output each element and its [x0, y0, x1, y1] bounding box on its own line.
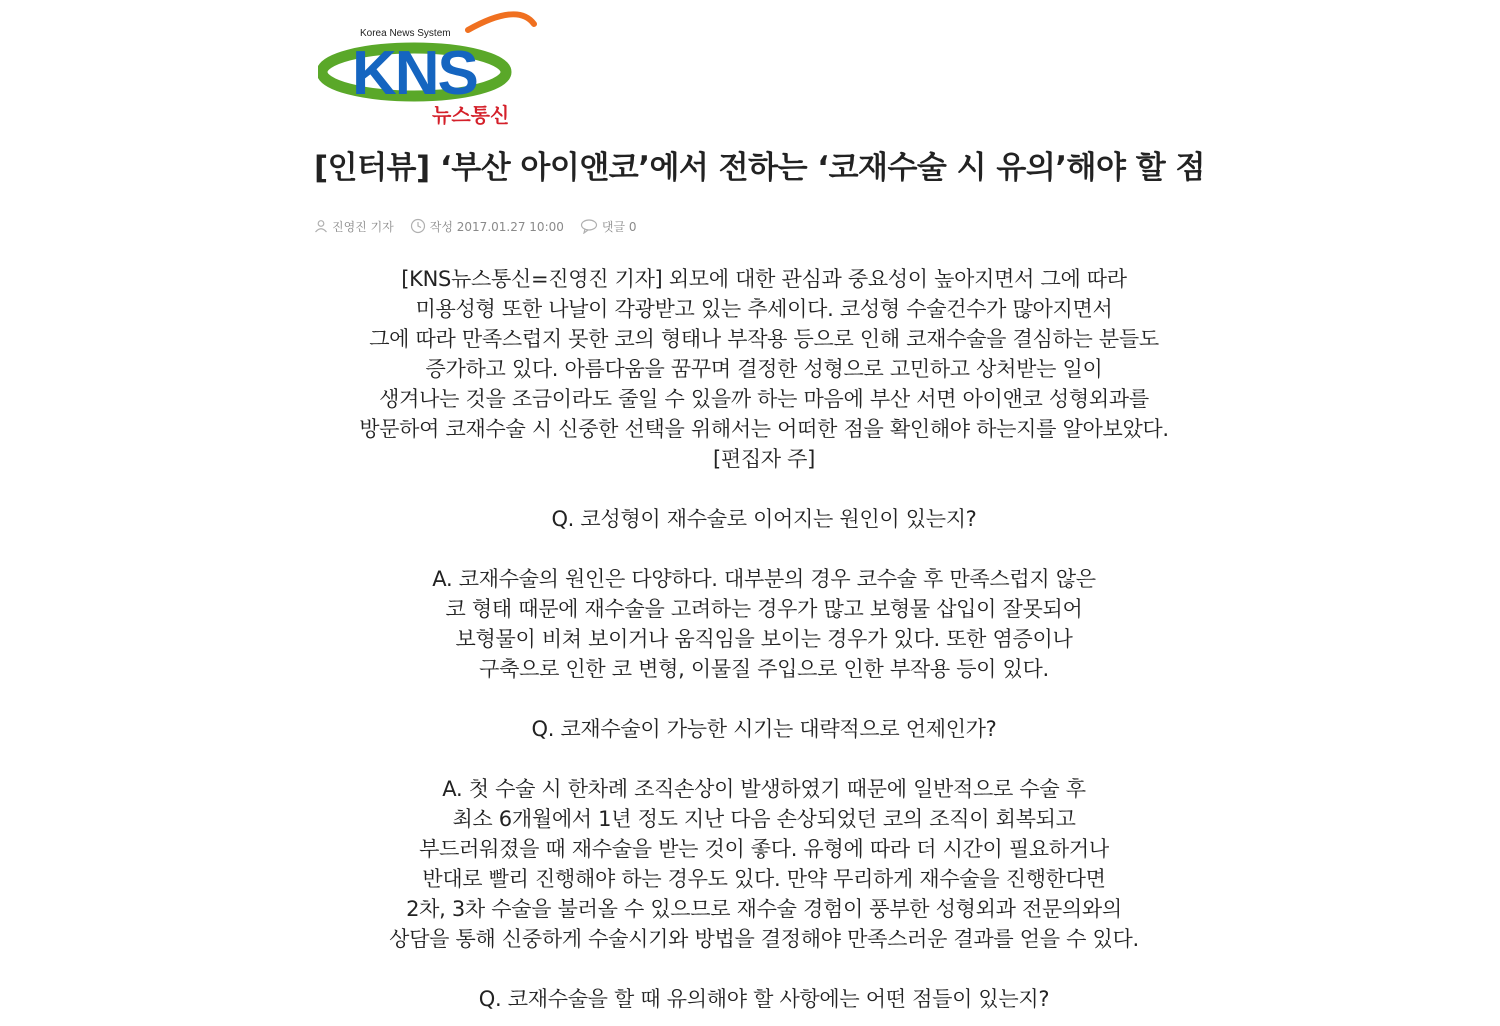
kns-logo[interactable]: [318, 6, 538, 134]
article-title: [인터뷰] ‘부산 아이앤코’에서 전하는 ‘코재수술 시 유의’해야 할 점: [314, 150, 1205, 186]
paragraph-gap: [314, 474, 1214, 504]
meta-date: [410, 218, 564, 235]
body-line: 증가하고 있다. 아름다움을 꿈꾸며 결정한 성형으로 고민하고 상처받는 일이: [425, 357, 1103, 381]
comment-icon: [580, 218, 598, 234]
answer-line: 보형물이 비쳐 보이거나 움직임을 보이는 경우가 있다. 또한 염증이나: [455, 627, 1073, 651]
question-line: Q. 코성형이 재수술로 이어지는 원인이 있는지?: [551, 507, 977, 531]
logo-tagline: Korea News System: [360, 28, 451, 39]
body-line: [KNS뉴스통신=진영진 기자] 외모에 대한 관심과 중요성이 높아지면서 그에 따라: [401, 267, 1127, 291]
body-line: 미용성형 또한 나날이 각광받고 있는 추세이다. 코성형 수술건수가 많아지면서: [415, 297, 1113, 321]
answer-line: 반대로 빨리 진행해야 하는 경우도 있다. 만약 무리하게 재수술을 진행한다면: [422, 867, 1106, 891]
article-meta: [314, 216, 1214, 236]
paragraph-gap: [314, 954, 1214, 984]
paragraph-gap: [314, 744, 1214, 774]
question-line: Q. 코재수술이 가능한 시기는 대략적으로 언제인가?: [531, 717, 997, 741]
logo-subtitle: 뉴스통신: [432, 103, 510, 127]
meta-author-text: 진영진 기자: [332, 219, 394, 234]
person-icon: [314, 219, 328, 233]
article-body: [314, 264, 1214, 1014]
meta-date-text: 작성 2017.01.27 10:00: [429, 219, 564, 234]
paragraph-gap: [314, 534, 1214, 564]
logo-letters: KNS: [352, 39, 477, 108]
answer-line: A. 코재수술의 원인은 다양하다. 대부분의 경우 코수술 후 만족스럽지 않은: [432, 567, 1096, 591]
clock-icon: [410, 218, 426, 234]
body-line: 그에 따라 만족스럽지 못한 코의 형태나 부작용 등으로 인해 코재수술을 결심하는 분들도: [369, 327, 1159, 351]
editor-note: [편집자 주]: [712, 447, 816, 471]
logo-swoosh-orange: [468, 14, 534, 30]
meta-comments-text: 댓글 0: [601, 219, 637, 234]
answer-line: 최소 6개월에서 1년 정도 지난 다음 손상되었던 코의 조직이 회복되고: [452, 807, 1076, 831]
kns-logo-graphic: [318, 6, 538, 134]
answer-line: 상담을 통해 신중하게 수술시기와 방법을 결정해야 만족스러운 결과를 얻을 수 있다.: [389, 927, 1139, 951]
answer-line: 2차, 3차 수술을 불러올 수 있으므로 재수술 경험이 풍부한 성형외과 전문의와의: [406, 897, 1122, 921]
meta-author: [314, 218, 394, 235]
answer-line: A. 첫 수술 시 한차례 조직손상이 발생하였기 때문에 일반적으로 수술 후: [442, 777, 1086, 801]
body-line: 생겨나는 것을 조금이라도 줄일 수 있을까 하는 마음에 부산 서면 아이앤코 성형외과를: [379, 387, 1149, 411]
meta-comments[interactable]: [580, 218, 637, 235]
body-line: 방문하여 코재수술 시 신중한 선택을 위해서는 어떠한 점을 확인해야 하는지를 알아보았다.: [359, 417, 1169, 441]
article-container: [314, 0, 1214, 1014]
answer-line: 구축으로 인한 코 변형, 이물질 주입으로 인한 부작용 등이 있다.: [479, 657, 1049, 681]
paragraph-gap: [314, 684, 1214, 714]
answer-line: 코 형태 때문에 재수술을 고려하는 경우가 많고 보형물 삽입이 잘못되어: [445, 597, 1083, 621]
question-line: Q. 코재수술을 할 때 유의해야 할 사항에는 어떤 점들이 있는지?: [478, 987, 1050, 1011]
answer-line: 부드러워졌을 때 재수술을 받는 것이 좋다. 유형에 따라 더 시간이 필요하거나: [419, 837, 1109, 861]
